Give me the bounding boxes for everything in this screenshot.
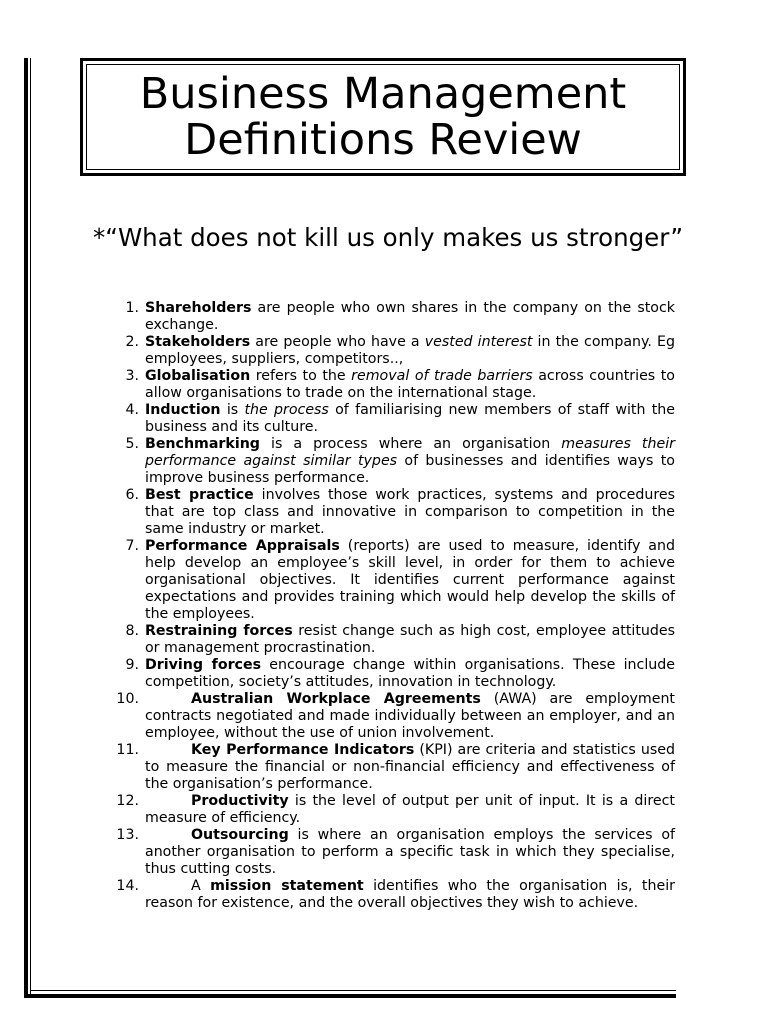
list-item [110, 300, 675, 334]
list-item [110, 657, 675, 691]
quote: *“What does not kill us only makes us stronger” [93, 223, 684, 252]
item-text [145, 436, 675, 487]
item-rest: refers to the [250, 368, 352, 384]
item-number: 5. [125, 436, 139, 452]
title-box-inner [86, 64, 680, 170]
item-term: mission statement [210, 878, 364, 894]
page-border-left [24, 58, 28, 998]
page-border-bottom [24, 994, 676, 998]
item-emphasis: vested interest [424, 334, 533, 350]
item-text [145, 300, 675, 334]
item-rest: of businesses and identifies ways to improve business performance. [145, 453, 675, 486]
item-rest: of familiarising new members of staff with the business and its culture. [145, 402, 676, 435]
item-rest: is where an organisation employs the services of another organisation to perform a specific task in which they specialise, thus cutting costs. [145, 827, 675, 877]
item-rest: encourage change within organisations. These include competition, society’s attitudes, innovation in technology. [145, 657, 675, 690]
item-text [145, 691, 675, 742]
item-rest: (AWA) are employment contracts negotiated and made individually between an employer, and an employee, without the use of union involvement. [145, 691, 675, 741]
item-number: 2. [125, 334, 139, 350]
title-line-2: Definitions Review [184, 115, 582, 165]
title-line-1: Business Management [139, 69, 627, 119]
item-text [145, 538, 675, 623]
list-item [110, 487, 675, 538]
item-term: Restraining forces [145, 623, 293, 639]
list-item [110, 742, 675, 793]
list-item [110, 623, 675, 657]
definitions-list [110, 300, 675, 912]
item-rest: are people who own shares in the company on the stock exchange. [145, 300, 675, 333]
item-number: 9. [125, 657, 139, 673]
list-item [110, 827, 675, 878]
item-term: Benchmarking [145, 436, 260, 452]
page-border-left-inner [30, 58, 31, 994]
item-number: 4. [125, 402, 139, 418]
item-rest: are people who have a [250, 334, 425, 350]
item-rest: resist change such as high cost, employee attitudes or management procrastination. [145, 623, 676, 656]
item-text [145, 827, 675, 878]
item-term: Australian Workplace Agreements [191, 691, 481, 707]
item-rest: identifies who the organisation is, their reason for existence, and the overall objectives they wish to achieve. [145, 878, 675, 911]
list-item [110, 793, 675, 827]
item-number: 12. [116, 793, 139, 809]
list-item [110, 538, 675, 623]
item-term: Stakeholders [145, 334, 251, 350]
item-term: Best practice [145, 487, 254, 503]
item-emphasis: removal of trade barriers [351, 368, 533, 384]
item-number: 3. [125, 368, 139, 384]
item-rest: is the level of output per unit of input. It is a direct measure of efficiency. [145, 793, 675, 826]
item-number: 14. [116, 878, 139, 894]
list-item [110, 402, 675, 436]
list-item [110, 368, 675, 402]
item-number: 1. [125, 300, 139, 316]
list-item [110, 436, 675, 487]
item-term: Outsourcing [191, 827, 289, 843]
item-rest: is a process where an organisation [259, 436, 562, 452]
list-item [110, 878, 675, 912]
list-item [110, 334, 675, 368]
item-number: 10. [116, 691, 139, 707]
item-text [145, 623, 675, 657]
list-item [110, 691, 675, 742]
item-text [145, 742, 675, 793]
item-term: Productivity [191, 793, 289, 809]
page-border-bottom-inner [30, 990, 676, 991]
item-emphasis: measures their performance against similar types [145, 436, 675, 469]
item-text [145, 368, 675, 402]
title-box [80, 58, 686, 176]
item-number: 8. [125, 623, 139, 639]
item-term: Performance Appraisals [145, 538, 340, 554]
item-term: Driving forces [145, 657, 262, 673]
item-number: 7. [125, 538, 139, 554]
item-term: Induction [145, 402, 221, 418]
item-number: 11. [116, 742, 139, 758]
item-text [145, 793, 675, 827]
item-number: 13. [116, 827, 139, 843]
item-rest: across countries to allow organisations to trade on the international stage. [145, 368, 675, 401]
item-text [145, 402, 675, 436]
item-emphasis: the process [244, 402, 329, 418]
item-rest: involves those work practices, systems and procedures that are top class and innovative in comparison to competition in the same industry or market. [145, 487, 675, 537]
item-rest: (reports) are used to measure, identify and help develop an employee’s skill level, in order for them to achieve organisational objectives. It identifies current performance against expectations and provides training which would help develop the skills of the employees. [145, 538, 675, 622]
item-term: Globalisation [145, 368, 251, 384]
item-number: 6. [125, 487, 139, 503]
item-rest: (KPI) are criteria and statistics used to measure the financial or non-financial efficiency and effectiveness of the organisation’s performance. [145, 742, 675, 792]
item-text [145, 657, 675, 691]
item-prefix: A [191, 878, 211, 894]
item-text [145, 334, 675, 368]
item-term: Shareholders [145, 300, 252, 316]
item-term: Key Performance Indicators [191, 742, 415, 758]
item-rest: is [220, 402, 245, 418]
item-text [145, 878, 675, 912]
item-rest: in the company. Eg employees, suppliers, competitors.., [145, 334, 675, 367]
item-text [145, 487, 675, 538]
